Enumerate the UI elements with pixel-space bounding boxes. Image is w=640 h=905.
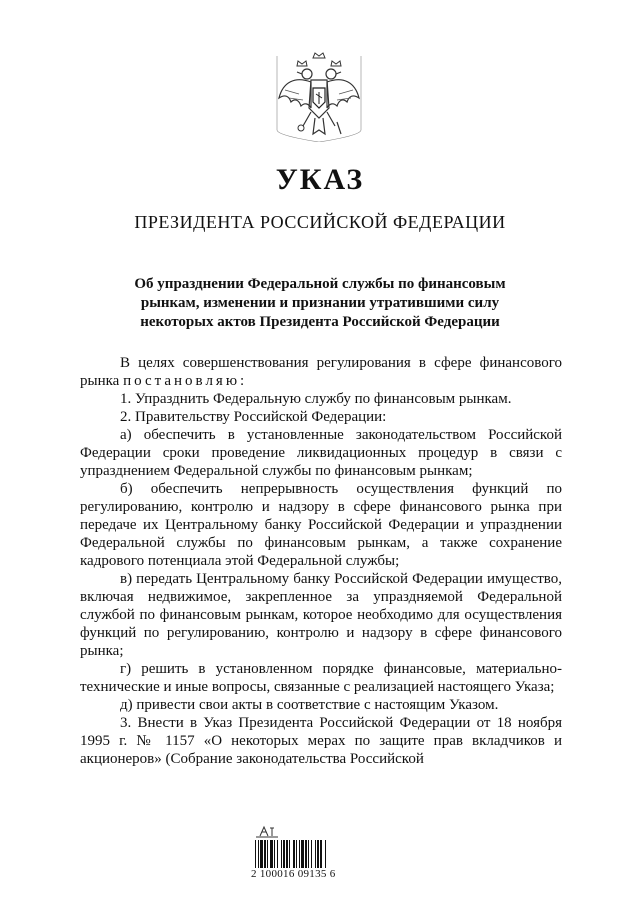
document-title: УКАЗ <box>275 163 365 196</box>
paragraph-1: 1. Упразднить Федеральную службу по финансовым рынкам. <box>120 391 512 407</box>
paragraph-2b: б) обеспечить непрерывность осуществления функций по регулированию, контролю и надзору в сфере финансового рынка при передаче их Центральному банку Российской Федерации и упразднении Федеральной службы по финансовым рынкам, а также сохранение кадрового потенциала этой Федеральной службы; <box>80 481 562 569</box>
paragraph-2d: д) привести свои акты в соответствие с настоящим Указом. <box>120 697 499 713</box>
paragraph-2a: а) обеспечить в установленные законодательством Российской Федерации сроки проведение ликвидационных процедур в связи с упразднением Федеральной службы по финансовым рынкам; <box>80 427 562 479</box>
intro-text: В целях совершенствования регулирования в сфере финансового рынка <box>80 355 562 389</box>
paragraph-2: 2. Правительству Российской Федерации: <box>120 409 387 425</box>
decree-word: постановляю <box>123 373 241 389</box>
paragraph-2v: в) передать Центральному банку Российской Федерации имущество, включая недвижимое, закрепленное за упраздняемой Федеральной службой по финансовым рынкам, которое необходимо для осуществления функций по регулированию, контролю и надзору в сфере финансового рынка; <box>80 571 562 659</box>
barcode-number: 2 100016 09135 6 <box>251 868 336 880</box>
decree-heading: Об упразднении Федеральной службы по финансовым рынкам, изменении и признании утратившими силу некоторых актов Президента Российской Федерации <box>134 276 506 330</box>
decree-mark-icon <box>252 824 282 838</box>
decree-body <box>80 354 562 768</box>
barcode-icon <box>253 840 363 868</box>
intro-paragraph <box>80 354 562 390</box>
paragraph-2g: г) решить в установленном порядке финансовые, материально-технические и иные вопросы, связанные с реализацией настоящего Указа; <box>80 661 562 695</box>
document-subtitle: ПРЕЗИДЕНТА РОССИЙСКОЙ ФЕДЕРАЦИИ <box>134 212 506 232</box>
intro-colon: : <box>240 373 245 389</box>
coat-of-arms-icon <box>275 52 363 142</box>
paragraph-3: 3. Внести в Указ Президента Российской Федерации от 18 ноября 1995 г. № 1157 «О некоторых мерах по защите прав вкладчиков и акционеров» (Собрание законодательства Российской <box>80 715 562 767</box>
